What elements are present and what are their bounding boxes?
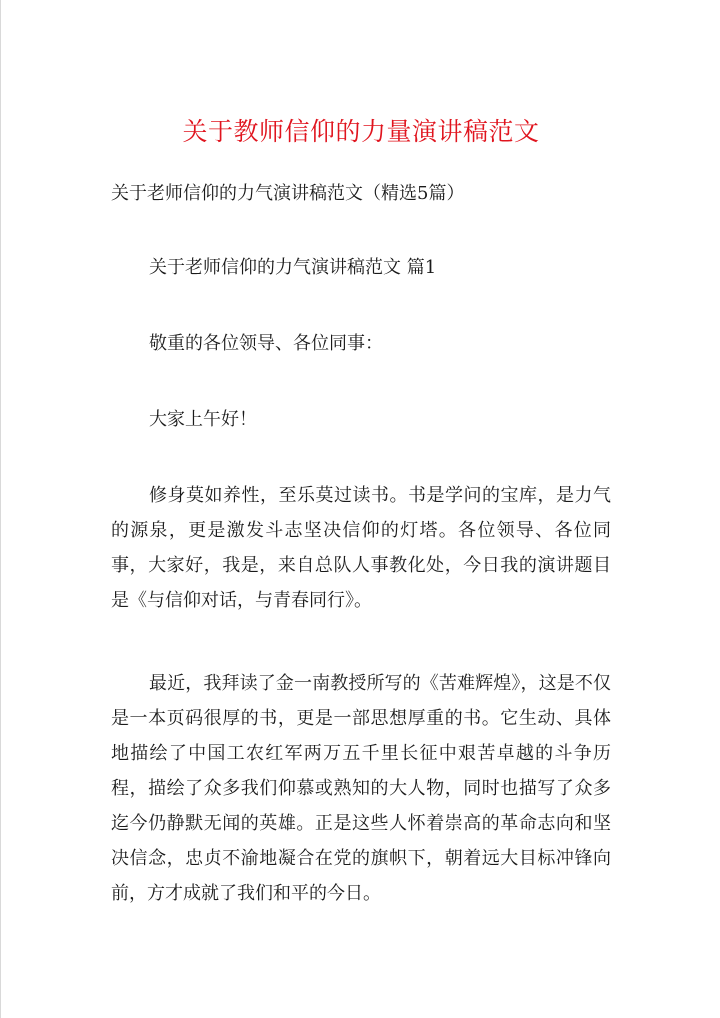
salutation: 敬重的各位领导、各位同事： [149, 333, 383, 354]
document-subtitle: 关于老师信仰的力气演讲稿范文（精选5篇） [111, 183, 465, 204]
body-paragraph: 修身莫如养性，至乐莫过读书。书是学问的宝库，是力气的源泉，更是激发斗志坚决信仰的灯塔。各位领导、各位同事，大家好，我是，来自总队人事教化处，今日我的演讲题目是《与信仰对话，与青春同行》。 [111, 485, 611, 611]
greeting: 大家上午好！ [149, 409, 257, 430]
section-heading: 关于老师信仰的力气演讲稿范文 篇1 [149, 257, 437, 278]
document-title: 关于教师信仰的力量演讲稿范文 [182, 117, 540, 146]
body-paragraph: 最近，我拜读了金一南教授所写的《苦难辉煌》，这是不仅是一本页码很厚的书，更是一部思想厚重的书。它生动、具体地描绘了中国工农红军两万五千里长征中艰苦卓越的斗争历程，描绘了众多我们仰慕或熟知的大人物，同时也描写了众多迄今仍静默无闻的英雄。正是这些人怀着崇高的革命志向和坚决信念，忠贞不渝地凝合在党的旗帜下，朝着远大目标冲锋向前，方才成就了我们和平的今日。 [111, 673, 611, 904]
